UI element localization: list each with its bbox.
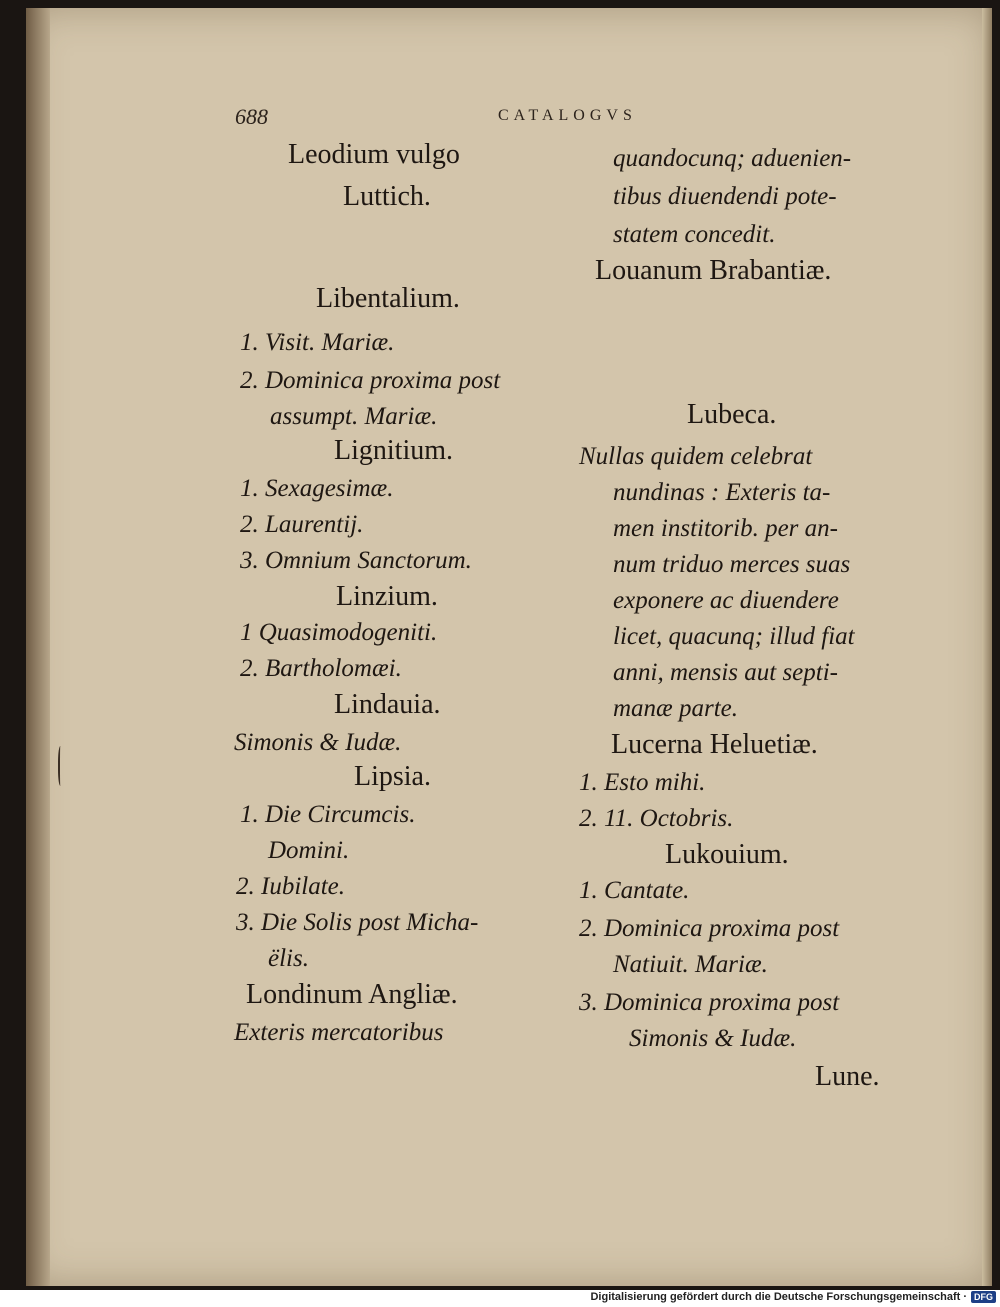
text-line: Exteris mercatoribus (234, 1019, 444, 1046)
text-line: Lignitium. (334, 435, 453, 466)
text-line: 2. Dominica proxima post (579, 915, 840, 942)
credit-text: Digitalisierung gefördert durch die Deutsche Forschungsgemeinschaft · (590, 1291, 967, 1303)
text-line: 2. 11. Octobris. (579, 805, 734, 832)
text-line: 1. Die Circumcis. (240, 801, 416, 828)
text-line: Nullas quidem celebrat (579, 443, 813, 470)
text-line: Simonis & Iudæ. (234, 729, 402, 756)
text-line: licet, quacunq; illud fiat (613, 623, 855, 650)
text-line: men institorib. per an- (613, 515, 838, 542)
text-line: tibus diuendendi pote- (613, 183, 837, 210)
text-line: Luttich. (343, 181, 431, 212)
text-line: Lindauia. (334, 689, 441, 720)
text-line: exponere ac diuendere (613, 587, 839, 614)
margin-mark (58, 746, 64, 786)
digitization-credit (590, 1291, 996, 1303)
text-line: 3. Omnium Sanctorum. (240, 547, 472, 574)
text-line: 3. Dominica proxima post (579, 989, 840, 1016)
text-line: 2. Laurentij. (240, 511, 364, 538)
text-line: 1. Cantate. (579, 877, 690, 904)
text-line: Lukouium. (665, 839, 789, 870)
page-number: 688 (235, 104, 268, 129)
dfg-logo: DFG (971, 1291, 996, 1303)
text-line: 2. Iubilate. (236, 873, 346, 900)
text-line: 1. Sexagesimæ. (240, 475, 394, 502)
text-line: anni, mensis aut septi- (613, 659, 838, 686)
text-line: 1. Visit. Mariæ. (240, 329, 395, 356)
running-title: CATALOGVS (498, 107, 637, 124)
text-line: Simonis & Iudæ. (629, 1025, 797, 1052)
text-line: Domini. (268, 837, 350, 864)
text-line: quandocunq; aduenien- (613, 145, 852, 172)
text-line: statem concedit. (613, 221, 776, 248)
text-line: Lune. (815, 1061, 880, 1092)
text-line: Londinum Angliæ. (246, 979, 458, 1010)
binding-edge (26, 8, 50, 1286)
page-fore-edge (982, 8, 992, 1286)
text-line: Linzium. (336, 581, 438, 612)
text-line: assumpt. Mariæ. (270, 403, 438, 430)
text-line: ëlis. (268, 945, 309, 972)
text-line: Lucerna Heluetiæ. (611, 729, 818, 760)
text-line: num triduo merces suas (613, 551, 851, 578)
text-line: 2. Dominica proxima post (240, 367, 501, 394)
text-line: Libentalium. (316, 283, 460, 314)
text-line: Leodium vulgo (288, 139, 460, 170)
text-line: Louanum Brabantiæ. (595, 255, 832, 286)
text-line: Lubeca. (687, 399, 777, 430)
text-line: Natiuit. Mariæ. (613, 951, 768, 978)
text-line: manæ parte. (613, 695, 738, 722)
text-line: 3. Die Solis post Micha- (236, 909, 479, 936)
text-line: Lipsia. (354, 761, 431, 792)
text-line: 1. Esto mihi. (579, 769, 706, 796)
text-line: 2. Bartholomæi. (240, 655, 402, 682)
text-line: nundinas : Exteris ta- (613, 479, 831, 506)
text-line: 1 Quasimodogeniti. (240, 619, 438, 646)
